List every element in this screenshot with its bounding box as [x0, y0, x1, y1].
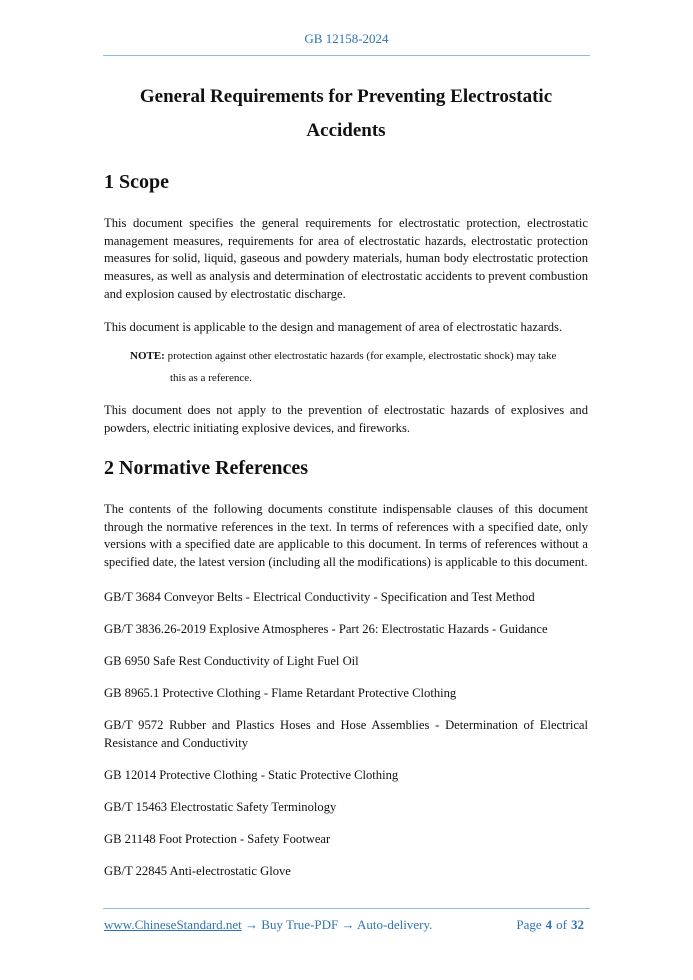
note-label: NOTE:	[130, 350, 165, 362]
reference-item: GB 12014 Protective Clothing - Static Protective Clothing	[104, 768, 399, 782]
reference-item: GB/T 9572 Rubber and Plastics Hoses and Hose Assemblies - Determination of Electrical Resistance and Conductivity	[104, 718, 588, 750]
reference-item: GB 21148 Foot Protection - Safety Footwear	[104, 832, 331, 846]
references-paragraph: The contents of the following documents constitute indispensable clauses of this document through the normative references in the text. In terms of references with a specified date, only versions with a specified date are applicable to this document. In terms of references without a specified date, the latest version (including all the modifications) is applicable to this document.	[104, 502, 588, 570]
footer	[104, 917, 588, 933]
scope-paragraph-3: This document does not apply to the prevention of electrostatic hazards of explosives and powders, electric initiating explosive devices, and fireworks.	[104, 403, 588, 435]
reference-item: GB/T 3836.26-2019 Explosive Atmospheres - Part 26: Electrostatic Hazards - Guidance	[104, 622, 548, 636]
page-label: Page	[516, 917, 542, 932]
footer-website-link[interactable]: www.ChineseStandard.net	[104, 917, 242, 932]
of-label: of	[556, 917, 567, 932]
page-number	[516, 917, 588, 933]
scope-paragraph-1: This document specifies the general requirements for electrostatic protection, electrostatic management measures, requirements for area of electrostatic hazards, electrostatic protection measures for solid, liquid, gaseous and powdery materials, human body electrostatic protection measures, as well as analysis and determination of electrostatic accidents to prevent combustion and explosion caused by electrostatic discharge.	[104, 216, 588, 301]
scope-paragraph-2: This document is applicable to the design and management of area of electrostatic hazards.	[104, 320, 563, 334]
header-doc-id: GB 12158-2024	[304, 31, 389, 46]
section-heading-normative-references: 2 Normative References	[104, 457, 308, 479]
total-pages: 32	[571, 917, 584, 932]
reference-item: GB 6950 Safe Rest Conductivity of Light Fuel Oil	[104, 654, 359, 668]
footer-rule	[103, 908, 590, 909]
reference-item: GB/T 15463 Electrostatic Safety Terminology	[104, 800, 337, 814]
note-line-2: this as a reference.	[170, 372, 252, 384]
reference-item: GB/T 22845 Anti-electrostatic Glove	[104, 864, 291, 878]
footer-text: → Buy True-PDF → Auto-delivery.	[241, 917, 433, 932]
reference-item: GB/T 3684 Conveyor Belts - Electrical Conductivity - Specification and Test Method	[104, 590, 535, 604]
page-title: General Requirements for Preventing Electrostatic Accidents	[139, 86, 553, 141]
note-line-1: protection against other electrostatic hazards (for example, electrostatic shock) may take	[167, 350, 557, 362]
reference-item: GB 8965.1 Protective Clothing - Flame Retardant Protective Clothing	[104, 686, 457, 700]
header-rule	[103, 55, 590, 56]
current-page: 4	[545, 917, 553, 932]
section-heading-scope: 1 Scope	[104, 171, 169, 193]
scope-note	[130, 345, 588, 389]
